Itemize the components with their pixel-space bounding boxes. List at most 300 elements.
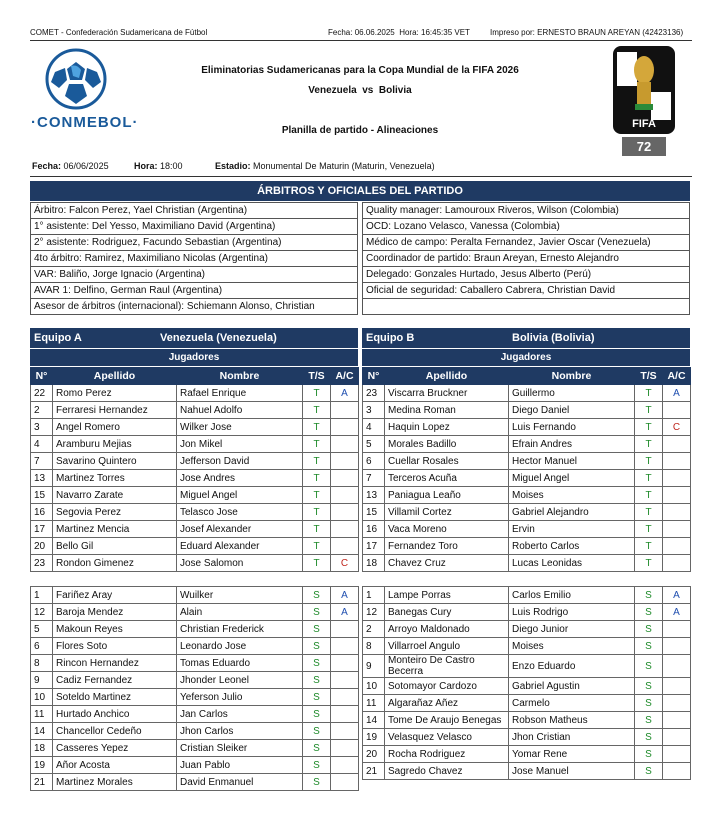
player-nombre: Jhonder Leonel bbox=[177, 672, 303, 689]
player-nombre: Jhon Carlos bbox=[177, 723, 303, 740]
player-no: 16 bbox=[363, 521, 385, 538]
player-nombre: Rafael Enrique bbox=[177, 385, 303, 402]
officials-right bbox=[362, 202, 690, 315]
player-row bbox=[31, 757, 359, 774]
match-time: Hora: 18:00 bbox=[134, 161, 183, 171]
player-apellido: Paniagua Leaño bbox=[385, 487, 509, 504]
player-ac bbox=[331, 638, 359, 655]
player-ac bbox=[663, 555, 691, 572]
player-no: 18 bbox=[363, 555, 385, 572]
player-apellido: Viscarra Bruckner bbox=[385, 385, 509, 402]
player-no: 7 bbox=[31, 453, 53, 470]
player-ts: S bbox=[635, 655, 663, 678]
official-entry: Médico de campo: Peralta Fernandez, Javier Oscar (Venezuela) bbox=[363, 235, 690, 251]
player-apellido: Villarroel Angulo bbox=[385, 638, 509, 655]
player-no: 9 bbox=[363, 655, 385, 678]
match-date: Fecha: 06/06/2025 bbox=[32, 161, 109, 171]
player-row bbox=[31, 555, 359, 572]
player-nombre: Miguel Angel bbox=[509, 470, 635, 487]
player-apellido: Angel Romero bbox=[53, 419, 177, 436]
player-no: 2 bbox=[31, 402, 53, 419]
player-ts: T bbox=[303, 436, 331, 453]
player-ac: C bbox=[663, 419, 691, 436]
column-no: N° bbox=[31, 368, 53, 385]
player-row bbox=[363, 678, 691, 695]
player-nombre: Tomas Eduardo bbox=[177, 655, 303, 672]
player-row bbox=[31, 587, 359, 604]
player-apellido: Ferraresi Hernandez bbox=[53, 402, 177, 419]
player-row bbox=[363, 470, 691, 487]
player-ac bbox=[331, 757, 359, 774]
player-nombre: Wilker Jose bbox=[177, 419, 303, 436]
stadium: Estadio: Monumental De Maturin (Maturin, Venezuela) bbox=[215, 161, 435, 171]
player-no: 12 bbox=[31, 604, 53, 621]
player-ts: T bbox=[303, 470, 331, 487]
player-apellido: Sotomayor Cardozo bbox=[385, 678, 509, 695]
column-apellido: Apellido bbox=[53, 368, 177, 385]
player-apellido: Flores Soto bbox=[53, 638, 177, 655]
conmebol-wordmark: ·CONMEBOL· bbox=[31, 114, 139, 131]
player-ts: S bbox=[635, 638, 663, 655]
spacer-row bbox=[363, 572, 691, 587]
player-nombre: Jhon Cristian bbox=[509, 729, 635, 746]
player-nombre: Enzo Eduardo bbox=[509, 655, 635, 678]
player-ac bbox=[663, 538, 691, 555]
player-ts: T bbox=[303, 521, 331, 538]
player-ac bbox=[331, 655, 359, 672]
player-apellido: Sagredo Chavez bbox=[385, 763, 509, 780]
player-ts: S bbox=[303, 689, 331, 706]
official-row bbox=[363, 251, 690, 267]
player-ac: A bbox=[331, 587, 359, 604]
player-ts: S bbox=[303, 655, 331, 672]
player-ac bbox=[331, 436, 359, 453]
spacer-cell bbox=[363, 572, 691, 587]
player-nombre: Lucas Leonidas bbox=[509, 555, 635, 572]
player-ts: S bbox=[303, 604, 331, 621]
player-apellido: Arroyo Maldonado bbox=[385, 621, 509, 638]
player-ts: S bbox=[303, 757, 331, 774]
official-entry: Quality manager: Lamouroux Riveros, Wilson (Colombia) bbox=[363, 203, 690, 219]
player-no: 8 bbox=[363, 638, 385, 655]
official-row bbox=[31, 219, 358, 235]
player-nombre: Jose Andres bbox=[177, 470, 303, 487]
player-ts: T bbox=[635, 487, 663, 504]
player-ts: T bbox=[635, 402, 663, 419]
official-row bbox=[363, 219, 690, 235]
player-row bbox=[363, 746, 691, 763]
official-row bbox=[31, 251, 358, 267]
player-ac bbox=[331, 521, 359, 538]
player-row bbox=[363, 385, 691, 402]
player-apellido: Vaca Moreno bbox=[385, 521, 509, 538]
player-row bbox=[363, 638, 691, 655]
player-row bbox=[363, 655, 691, 678]
player-apellido: Romo Perez bbox=[53, 385, 177, 402]
player-row bbox=[31, 402, 359, 419]
player-nombre: Josef Alexander bbox=[177, 521, 303, 538]
player-ts: S bbox=[635, 746, 663, 763]
player-ts: T bbox=[303, 538, 331, 555]
player-no: 9 bbox=[31, 672, 53, 689]
player-row bbox=[363, 555, 691, 572]
player-no: 8 bbox=[31, 655, 53, 672]
player-ac bbox=[331, 621, 359, 638]
player-row bbox=[31, 740, 359, 757]
player-apellido: Haquin Lopez bbox=[385, 419, 509, 436]
divider bbox=[30, 40, 692, 41]
player-nombre: Diego Junior bbox=[509, 621, 635, 638]
player-nombre: Hector Manuel bbox=[509, 453, 635, 470]
player-ts: S bbox=[635, 712, 663, 729]
competition-title: Eliminatorias Sudamericanas para la Copa Mundial de la FIFA 2026 bbox=[201, 65, 519, 76]
player-apellido: Fernandez Toro bbox=[385, 538, 509, 555]
player-row bbox=[363, 763, 691, 780]
player-apellido: Aramburu Mejias bbox=[53, 436, 177, 453]
player-no: 3 bbox=[31, 419, 53, 436]
official-entry: 2° asistente: Rodriguez, Facundo Sebastian (Argentina) bbox=[31, 235, 358, 251]
column-header-row bbox=[31, 368, 359, 385]
official-entry: Asesor de árbitros (internacional): Schiemann Alonso, Christian bbox=[31, 299, 358, 315]
player-nombre: Efrain Andres bbox=[509, 436, 635, 453]
player-nombre: Moises bbox=[509, 638, 635, 655]
player-apellido: Casseres Yepez bbox=[53, 740, 177, 757]
player-row bbox=[363, 604, 691, 621]
player-no: 13 bbox=[31, 470, 53, 487]
player-apellido: Villamil Cortez bbox=[385, 504, 509, 521]
player-row bbox=[31, 470, 359, 487]
player-nombre: Luis Fernando bbox=[509, 419, 635, 436]
player-no: 12 bbox=[363, 604, 385, 621]
player-ts: T bbox=[303, 453, 331, 470]
player-ts: T bbox=[303, 419, 331, 436]
player-apellido: Fariñez Aray bbox=[53, 587, 177, 604]
player-row bbox=[31, 689, 359, 706]
player-apellido: Terceros Acuña bbox=[385, 470, 509, 487]
player-no: 22 bbox=[31, 385, 53, 402]
official-entry: OCD: Lozano Velasco, Vanessa (Colombia) bbox=[363, 219, 690, 235]
org-name: COMET - Confederación Sudamericana de Fútbol bbox=[30, 28, 208, 37]
player-no: 1 bbox=[363, 587, 385, 604]
player-no: 19 bbox=[31, 757, 53, 774]
player-no: 20 bbox=[363, 746, 385, 763]
player-ac bbox=[663, 712, 691, 729]
player-nombre: Gabriel Agustin bbox=[509, 678, 635, 695]
player-row bbox=[31, 504, 359, 521]
player-row bbox=[363, 487, 691, 504]
player-ts: T bbox=[635, 555, 663, 572]
player-ts: S bbox=[635, 678, 663, 695]
player-row bbox=[363, 621, 691, 638]
player-nombre: Carmelo bbox=[509, 695, 635, 712]
player-no: 10 bbox=[363, 678, 385, 695]
spacer-cell bbox=[31, 572, 359, 587]
player-apellido: Martinez Mencia bbox=[53, 521, 177, 538]
player-nombre: Roberto Carlos bbox=[509, 538, 635, 555]
player-ts: T bbox=[303, 555, 331, 572]
player-row bbox=[363, 402, 691, 419]
player-apellido: Monteiro De Castro Becerra bbox=[385, 655, 509, 678]
player-row bbox=[31, 436, 359, 453]
column-ts: T/S bbox=[635, 368, 663, 385]
player-ts: S bbox=[303, 638, 331, 655]
player-ac bbox=[663, 763, 691, 780]
official-row bbox=[363, 299, 690, 315]
player-ac: A bbox=[331, 385, 359, 402]
player-apellido: Lampe Porras bbox=[385, 587, 509, 604]
player-row bbox=[363, 712, 691, 729]
player-ts: T bbox=[303, 385, 331, 402]
player-no: 21 bbox=[31, 774, 53, 791]
player-apellido: Martinez Torres bbox=[53, 470, 177, 487]
conmebol-logo bbox=[45, 48, 107, 110]
player-nombre: Gabriel Alejandro bbox=[509, 504, 635, 521]
player-ts: T bbox=[635, 470, 663, 487]
player-ac bbox=[663, 521, 691, 538]
player-no: 3 bbox=[363, 402, 385, 419]
player-ac: A bbox=[663, 385, 691, 402]
player-row bbox=[363, 538, 691, 555]
player-ac bbox=[663, 402, 691, 419]
player-ts: S bbox=[303, 672, 331, 689]
official-row bbox=[31, 283, 358, 299]
player-row bbox=[31, 621, 359, 638]
player-apellido: Bello Gil bbox=[53, 538, 177, 555]
player-ac bbox=[663, 695, 691, 712]
player-nombre: Alain bbox=[177, 604, 303, 621]
player-nombre: Leonardo Jose bbox=[177, 638, 303, 655]
official-entry: VAR: Baliño, Jorge Ignacio (Argentina) bbox=[31, 267, 358, 283]
player-ac bbox=[663, 470, 691, 487]
printed-by: Impreso por: ERNESTO BRAUN AREYAN (42423136) bbox=[490, 28, 684, 37]
player-apellido: Chavez Cruz bbox=[385, 555, 509, 572]
player-nombre: Moises bbox=[509, 487, 635, 504]
player-ts: T bbox=[635, 538, 663, 555]
player-no: 14 bbox=[363, 712, 385, 729]
player-ac bbox=[331, 672, 359, 689]
player-nombre: Juan Pablo bbox=[177, 757, 303, 774]
player-apellido: Algarañaz Añez bbox=[385, 695, 509, 712]
player-row bbox=[31, 723, 359, 740]
player-ts: S bbox=[303, 706, 331, 723]
player-ts: T bbox=[635, 385, 663, 402]
player-apellido: Morales Badillo bbox=[385, 436, 509, 453]
official-row bbox=[363, 203, 690, 219]
player-nombre: Wuilker bbox=[177, 587, 303, 604]
player-ts: T bbox=[635, 436, 663, 453]
player-apellido: Makoun Reyes bbox=[53, 621, 177, 638]
player-row bbox=[31, 655, 359, 672]
player-ac bbox=[331, 487, 359, 504]
official-row bbox=[363, 235, 690, 251]
player-apellido: Cadiz Fernandez bbox=[53, 672, 177, 689]
player-no: 16 bbox=[31, 504, 53, 521]
player-ac bbox=[663, 504, 691, 521]
player-row bbox=[31, 638, 359, 655]
player-no: 15 bbox=[31, 487, 53, 504]
player-ac bbox=[331, 470, 359, 487]
player-nombre: Jose Salomon bbox=[177, 555, 303, 572]
player-no: 20 bbox=[31, 538, 53, 555]
player-no: 10 bbox=[31, 689, 53, 706]
player-ac bbox=[663, 655, 691, 678]
player-no: 5 bbox=[363, 436, 385, 453]
player-nombre: David Enmanuel bbox=[177, 774, 303, 791]
player-ts: T bbox=[303, 487, 331, 504]
player-nombre: Cristian Sleiker bbox=[177, 740, 303, 757]
player-nombre: Diego Daniel bbox=[509, 402, 635, 419]
player-ts: S bbox=[303, 723, 331, 740]
player-row bbox=[363, 729, 691, 746]
player-row bbox=[363, 504, 691, 521]
player-ts: T bbox=[635, 504, 663, 521]
player-no: 14 bbox=[31, 723, 53, 740]
player-nombre: Miguel Angel bbox=[177, 487, 303, 504]
player-ts: S bbox=[635, 695, 663, 712]
player-no: 19 bbox=[363, 729, 385, 746]
print-date: Fecha: 06.06.2025 Hora: 16:45:35 VET bbox=[328, 28, 470, 37]
player-nombre: Jan Carlos bbox=[177, 706, 303, 723]
player-apellido: Tome De Araujo Benegas bbox=[385, 712, 509, 729]
player-ts: T bbox=[635, 453, 663, 470]
player-apellido: Rocha Rodriguez bbox=[385, 746, 509, 763]
player-ac bbox=[331, 402, 359, 419]
player-row bbox=[363, 695, 691, 712]
player-ac: A bbox=[663, 604, 691, 621]
player-nombre: Nahuel Adolfo bbox=[177, 402, 303, 419]
player-row bbox=[31, 706, 359, 723]
player-ac bbox=[663, 487, 691, 504]
conmebol-ball-icon bbox=[45, 48, 107, 110]
player-apellido: Navarro Zarate bbox=[53, 487, 177, 504]
team-b-header: Equipo B Bolivia (Bolivia) bbox=[362, 328, 690, 348]
player-apellido: Baroja Mendez bbox=[53, 604, 177, 621]
column-no: N° bbox=[363, 368, 385, 385]
player-apellido: Chancellor Cedeño bbox=[53, 723, 177, 740]
official-row bbox=[31, 267, 358, 283]
player-nombre: Yeferson Julio bbox=[177, 689, 303, 706]
team-a-header: Equipo A Venezuela (Venezuela) bbox=[30, 328, 358, 348]
sheet-number: 72 bbox=[622, 137, 666, 156]
player-apellido: Cuellar Rosales bbox=[385, 453, 509, 470]
player-ts: S bbox=[303, 621, 331, 638]
player-no: 21 bbox=[363, 763, 385, 780]
team-a-lineup bbox=[30, 367, 359, 791]
player-row bbox=[31, 453, 359, 470]
column-header-row bbox=[363, 368, 691, 385]
official-row bbox=[31, 235, 358, 251]
team-b-lineup bbox=[362, 367, 691, 780]
player-row bbox=[31, 487, 359, 504]
official-entry: Delegado: Gonzales Hurtado, Jesus Alberto (Perú) bbox=[363, 267, 690, 283]
player-ac bbox=[663, 621, 691, 638]
official-entry: Coordinador de partido: Braun Areyan, Ernesto Alejandro bbox=[363, 251, 690, 267]
player-nombre: Carlos Emilio bbox=[509, 587, 635, 604]
column-nombre: Nombre bbox=[177, 368, 303, 385]
player-no: 23 bbox=[31, 555, 53, 572]
player-no: 6 bbox=[31, 638, 53, 655]
player-nombre: Ervin bbox=[509, 521, 635, 538]
player-ts: T bbox=[635, 419, 663, 436]
official-entry: Oficial de seguridad: Caballero Cabrera, Christian David bbox=[363, 283, 690, 299]
player-ts: S bbox=[635, 587, 663, 604]
column-ac: A/C bbox=[331, 368, 359, 385]
official-row bbox=[31, 203, 358, 219]
player-ts: T bbox=[303, 402, 331, 419]
player-no: 18 bbox=[31, 740, 53, 757]
column-ac: A/C bbox=[663, 368, 691, 385]
player-nombre: Christian Frederick bbox=[177, 621, 303, 638]
player-ac bbox=[663, 729, 691, 746]
player-ac bbox=[331, 689, 359, 706]
player-ac bbox=[331, 504, 359, 521]
officials-left bbox=[30, 202, 358, 315]
player-no: 4 bbox=[31, 436, 53, 453]
column-apellido: Apellido bbox=[385, 368, 509, 385]
official-row bbox=[363, 283, 690, 299]
official-entry bbox=[363, 299, 690, 315]
player-apellido: Soteldo Martinez bbox=[53, 689, 177, 706]
player-row bbox=[31, 672, 359, 689]
player-row bbox=[363, 453, 691, 470]
player-nombre: Jose Manuel bbox=[509, 763, 635, 780]
player-row bbox=[31, 774, 359, 791]
player-ts: S bbox=[303, 774, 331, 791]
player-no: 2 bbox=[363, 621, 385, 638]
player-ts: S bbox=[635, 729, 663, 746]
officials-header: ÁRBITROS Y OFICIALES DEL PARTIDO bbox=[30, 181, 690, 201]
player-ac bbox=[331, 723, 359, 740]
player-apellido: Velasquez Velasco bbox=[385, 729, 509, 746]
player-nombre: Yomar Rene bbox=[509, 746, 635, 763]
official-entry: AVAR 1: Delfino, German Raul (Argentina) bbox=[31, 283, 358, 299]
player-apellido: Savarino Quintero bbox=[53, 453, 177, 470]
player-no: 7 bbox=[363, 470, 385, 487]
player-no: 17 bbox=[31, 521, 53, 538]
player-ac bbox=[663, 453, 691, 470]
player-nombre: Robson Matheus bbox=[509, 712, 635, 729]
player-nombre: Guillermo bbox=[509, 385, 635, 402]
player-ts: S bbox=[303, 740, 331, 757]
player-no: 11 bbox=[31, 706, 53, 723]
player-row bbox=[31, 419, 359, 436]
player-row bbox=[363, 436, 691, 453]
player-ts: S bbox=[635, 763, 663, 780]
player-row bbox=[363, 419, 691, 436]
player-apellido: Rincon Hernandez bbox=[53, 655, 177, 672]
player-ac: A bbox=[331, 604, 359, 621]
player-ac: C bbox=[331, 555, 359, 572]
official-entry: Árbitro: Falcon Perez, Yael Christian (Argentina) bbox=[31, 203, 358, 219]
player-ts: S bbox=[635, 604, 663, 621]
player-ac bbox=[663, 678, 691, 695]
column-nombre: Nombre bbox=[509, 368, 635, 385]
column-ts: T/S bbox=[303, 368, 331, 385]
official-entry: 4to árbitro: Ramirez, Maximiliano Nicolas (Argentina) bbox=[31, 251, 358, 267]
fifa-wordmark: FIFA bbox=[632, 118, 656, 130]
player-nombre: Jefferson David bbox=[177, 453, 303, 470]
player-apellido: Hurtado Anchico bbox=[53, 706, 177, 723]
team-b-players-label: Jugadores bbox=[362, 349, 690, 366]
player-apellido: Segovia Perez bbox=[53, 504, 177, 521]
player-row bbox=[31, 385, 359, 402]
player-apellido: Rondon Gimenez bbox=[53, 555, 177, 572]
official-row bbox=[31, 299, 358, 315]
player-ac bbox=[663, 638, 691, 655]
fifa-world-cup-logo bbox=[613, 46, 675, 136]
official-row bbox=[363, 267, 690, 283]
player-no: 15 bbox=[363, 504, 385, 521]
